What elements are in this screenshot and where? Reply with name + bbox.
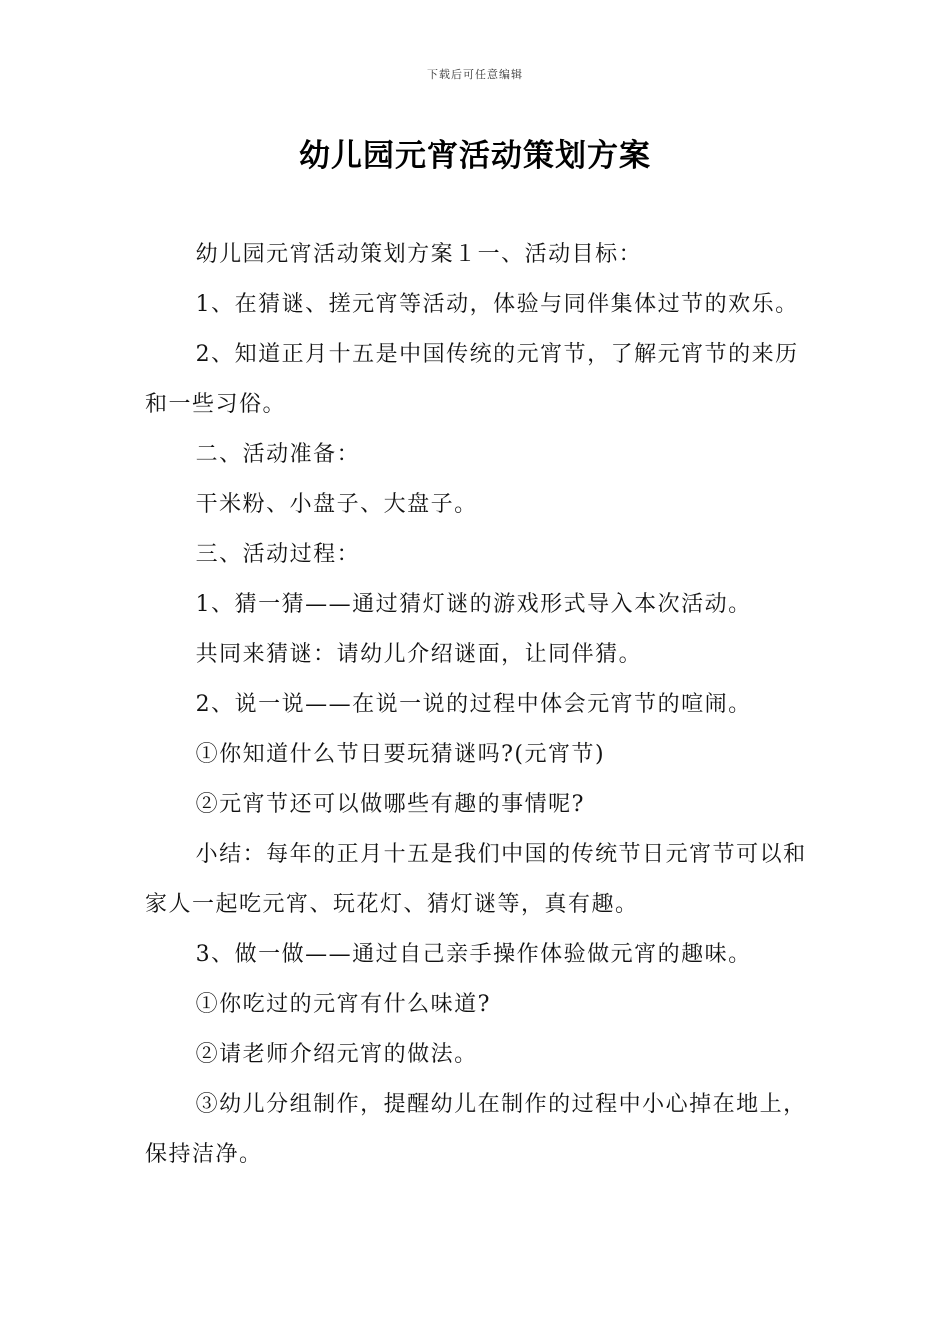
paragraph: ②元宵节还可以做哪些有趣的事情呢? (195, 792, 585, 817)
paragraph: 2、知道正月十五是中国传统的元宵节，了解元宵节的来历和一些习俗。 (145, 342, 799, 417)
paragraph: 小结：每年的正月十五是我们中国的传统节日元宵节可以和家人一起吃元宵、玩花灯、猜灯谜等，真有趣。 (145, 842, 807, 917)
paragraph: ①你知道什么节日要玩猜谜吗?(元宵节) (195, 742, 606, 767)
header-note: 下载后可任意编辑 (427, 68, 523, 81)
paragraph: ①你吃过的元宵有什么味道? (195, 992, 491, 1017)
paragraph: 2、说一说——在说一说的过程中体会元宵节的喧闹。 (195, 692, 752, 717)
paragraph: 二、活动准备： (195, 442, 361, 467)
paragraph: 幼儿园元宵活动策划方案１一、活动目标： (195, 242, 643, 267)
paragraph: 干米粉、小盘子、大盘子。 (195, 492, 478, 517)
document-body (145, 230, 810, 1180)
paragraph: 3、做一做——通过自己亲手操作体验做元宵的趣味。 (195, 942, 752, 967)
document-title: 幼儿园元宵活动策划方案 (299, 138, 651, 174)
paragraph: 1、在猜谜、搓元宵等活动，体验与同伴集体过节的欢乐。 (195, 292, 799, 317)
paragraph: 三、活动过程： (195, 542, 361, 567)
paragraph: 1、猜一猜——通过猜灯谜的游戏形式导入本次活动。 (195, 592, 752, 617)
paragraph: ②请老师介绍元宵的做法。 (195, 1042, 478, 1067)
paragraph: ③幼儿分组制作，提醒幼儿在制作的过程中小心掉在地上，保持洁净。 (145, 1092, 807, 1167)
paragraph: 共同来猜谜：请幼儿介绍谜面，让同伴猜。 (195, 642, 643, 667)
